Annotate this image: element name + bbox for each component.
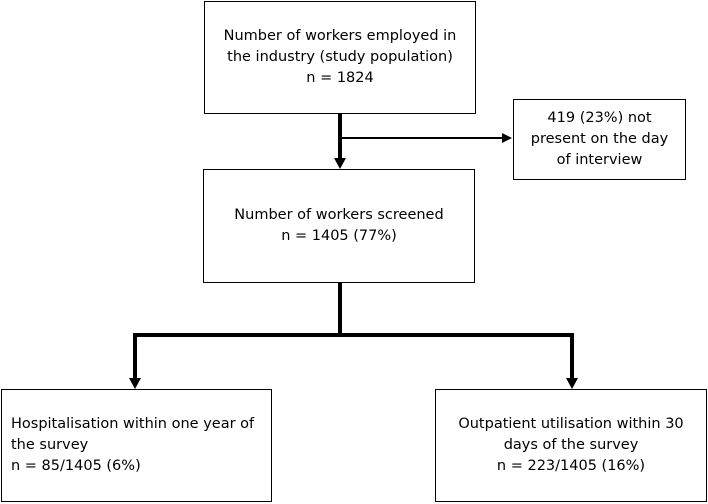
- study-population-line-1: Number of workers employed in: [223, 28, 457, 44]
- absent-workers-box: [513, 99, 686, 180]
- screened-label: Number of workers screened: [234, 207, 444, 223]
- arrowhead-to-screened: [334, 158, 346, 169]
- study-population-line-2: the industry (study population): [227, 49, 453, 65]
- outpatient-box: [435, 389, 707, 502]
- arrowhead-to-outpatient: [566, 378, 578, 389]
- connector-left-branch: [133, 333, 137, 380]
- absent-line-1: 419 (23%) not: [547, 110, 652, 126]
- hospitalisation-line-2: the survey: [11, 437, 89, 453]
- screened-count: n = 1405 (77%): [281, 228, 397, 244]
- outpatient-line-2: days of the survey: [503, 437, 639, 453]
- hospitalisation-count: n = 85/1405 (6%): [11, 458, 141, 474]
- connector-to-absent: [340, 137, 502, 139]
- outpatient-count: n = 223/1405 (16%): [496, 458, 646, 474]
- hospitalisation-line-1: Hospitalisation within one year of: [11, 416, 255, 432]
- absent-line-2: present on the day: [530, 131, 669, 147]
- hospitalisation-box: [1, 389, 272, 502]
- absent-line-3: of interview: [556, 152, 643, 168]
- outpatient-line-1: Outpatient utilisation within 30: [458, 416, 684, 432]
- screened-box: [203, 169, 475, 283]
- arrowhead-to-absent: [502, 133, 512, 143]
- connector-screened-down: [338, 283, 342, 335]
- study-population-box: [204, 1, 476, 114]
- connector-right-branch: [570, 333, 574, 380]
- arrowhead-to-hospitalisation: [129, 378, 141, 389]
- study-population-count: n = 1824: [306, 70, 374, 86]
- connector-horizontal-split: [133, 333, 574, 337]
